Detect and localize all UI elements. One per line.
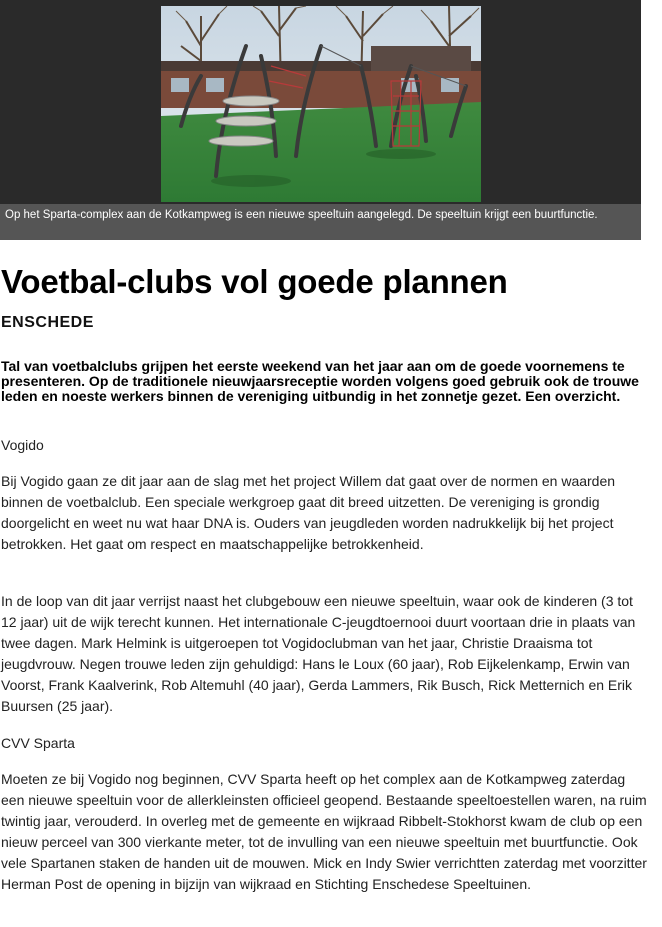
playground-photo xyxy=(161,6,481,202)
caption-bar xyxy=(0,204,641,240)
playground-image xyxy=(161,6,481,202)
paragraph: In de loop van dit jaar verrijst naast het clubgebouw een nieuwe speeltuin, waar ook de kinderen (3 tot 12 jaar) uit de wijk terecht kunnen. Het internationale C-jeugdtoernooi duurt voortaan drie in plaats van twee dagen. Mark Helmink is uitgeroepen tot Vogidoclubman van het jaar, Christie Draaisma tot jeugdvrouw. Negen trouwe leden zijn gehuldigd: Hans le Loux (60 jaar), Rob Eijkelenkamp, Erwin van Voorst, Frank Kaalverink, Rob Altemuhl (40 jaar), Gerda Lammers, Rik Busch, Rick Metternich en Erik Buursen (25 jaar). xyxy=(1,593,636,714)
section-heading-cvv-sparta: CVV Sparta xyxy=(1,735,75,751)
photo-block xyxy=(0,0,641,240)
article-lead: Tal van voetbalclubs grijpen het eerste weekend van het jaar aan om de goede voornemens te presenteren. Op de traditionele nieuwjaarsreceptie worden volgens goed gebruik ook de trouwe leden en noeste werkers binnen de vereniging uitbundig in het zonnetje gezet. Een overzicht. xyxy=(1,358,639,404)
paragraph: Bij Vogido gaan ze dit jaar aan de slag met het project Willem dat gaat over de normen en waarden binnen de voetbalclub. Een speciale werkgroep gaat dit breed uitzetten. De vereniging is grondig doorgelicht en weet nu wat haar DNA is. Ouders van jeugdleden worden nadrukkelijk bij het project betrokken. Het gaat om respect en maatschappelijke betrokkenheid. xyxy=(1,473,616,552)
photo-caption: Op het Sparta-complex aan de Kotkampweg is een nieuwe speeltuin aangelegd. De speeltuin krijgt een buurtfunctie. xyxy=(5,209,598,221)
article-dateline: ENSCHEDE xyxy=(1,314,94,331)
paragraph: Moeten ze bij Vogido nog beginnen, CVV Sparta heeft op het complex aan de Kotkampweg zaterdag een nieuwe speeltuin voor de allerkleinsten officieel geopend. Bestaande speeltoestellen waren, na ruim twintig jaar, verouderd. In overleg met de gemeente en wijkraad Ribbelt-Stokhorst kwam de club op een nieuw perceel van 300 vierkante meter, tot de invulling van een nieuwe speeltuin met buurtfunctie. Ook vele Spartanen staken de handen uit de mouwen. Mick en Indy Swier verrichtten zaterdag met voorzitter Herman Post de opening in bijzijn van wijkraad en Stichting Enschedese Speeltuinen. xyxy=(1,771,647,892)
section-heading-vogido: Vogido xyxy=(1,437,44,453)
article-title: Voetbal-clubs vol goede plannen xyxy=(1,263,508,300)
